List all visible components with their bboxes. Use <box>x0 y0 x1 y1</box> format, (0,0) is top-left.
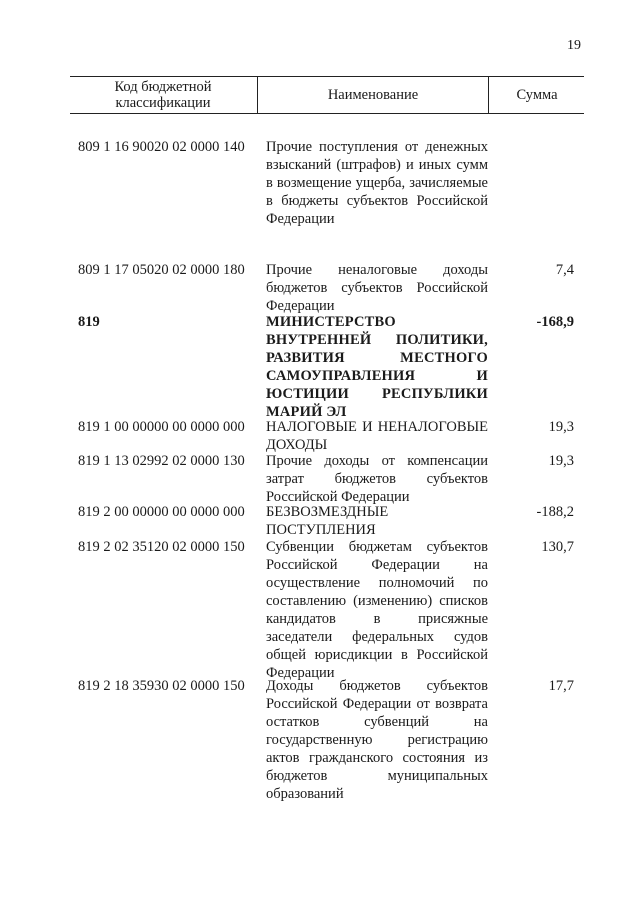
row-sum: 7,4 <box>555 262 574 278</box>
row-code: 819 2 18 35930 02 0000 150 <box>78 678 245 694</box>
row-sum: 19,3 <box>548 453 574 469</box>
row-code: 819 2 00 00000 00 0000 000 <box>78 504 245 520</box>
row-code: 819 1 00 00000 00 0000 000 <box>78 419 245 435</box>
row-name: НАЛОГОВЫЕ И НЕНАЛОГОВЫЕ ДОХОДЫ <box>266 419 488 453</box>
row-code: 809 1 17 05020 02 0000 180 <box>78 262 245 278</box>
row-name: Прочие доходы от компенсации затрат бюджетов субъектов Российской Федерации <box>266 453 488 505</box>
row-code: 809 1 16 90020 02 0000 140 <box>78 139 245 155</box>
header-sum: Сумма <box>488 77 585 113</box>
row-sum: -168,9 <box>536 314 574 330</box>
header-name: Наименование <box>257 77 488 113</box>
table-header <box>70 76 584 114</box>
row-name: БЕЗВОЗМЕЗДНЫЕ ПОСТУПЛЕНИЯ <box>266 504 389 538</box>
row-sum: -188,2 <box>536 504 574 520</box>
row-name: Прочие неналоговые доходы бюджетов субъектов Российской Федерации <box>266 262 488 314</box>
row-name: Прочие поступления от денежных взысканий (штрафов) и иных сумм в возмещение ущерба, зачисляемые в бюджеты субъектов Российской Федерации <box>266 139 488 227</box>
header-code: Код бюджетной классификации <box>114 79 212 111</box>
row-code: 819 2 02 35120 02 0000 150 <box>78 539 245 555</box>
row-code: 819 1 13 02992 02 0000 130 <box>78 453 245 469</box>
row-sum: 17,7 <box>548 678 574 694</box>
row-code: 819 <box>78 314 100 330</box>
row-name: МИНИСТЕРСТВО ВНУТРЕННЕЙ ПОЛИТИКИ, РАЗВИТИЯ МЕСТНОГО САМОУПРАВЛЕНИЯ И ЮСТИЦИИ РЕСПУБЛИКИ МАРИЙ ЭЛ <box>266 314 488 420</box>
row-name: Субвенции бюджетам субъектов Российской Федерации на осуществление полномочий по составлению (изменению) списков кандидатов в присяжные заседатели федеральных судов общей юрисдикции в Российской Федерации <box>266 539 488 681</box>
row-name: Доходы бюджетов субъектов Российской Федерации от возврата остатков субвенций на государственную регистрацию актов гражданского состояния из бюджетов муниципальных образований <box>266 678 488 802</box>
row-sum: 130,7 <box>541 539 574 555</box>
row-sum: 19,3 <box>548 419 574 435</box>
page-number: 19 <box>567 38 581 53</box>
